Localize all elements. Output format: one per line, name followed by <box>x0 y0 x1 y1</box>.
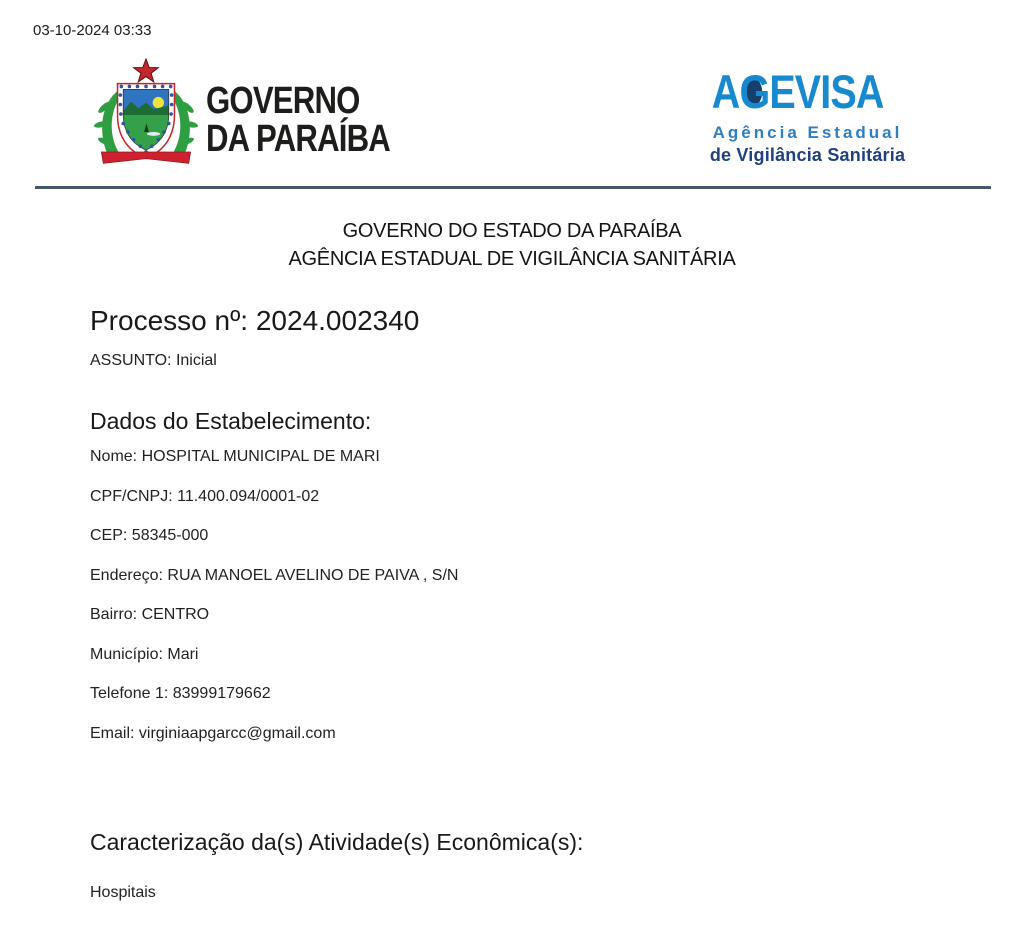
gov-logo-line2: DA PARAÍBA <box>206 118 390 160</box>
agevisa-subtitle-line1: Agência Estadual <box>712 123 903 142</box>
agevisa-eye-icon: G <box>739 65 770 118</box>
agevisa-subtitle-line2: de Vigilância Sanitária <box>709 145 906 165</box>
paraiba-coat-of-arms-icon <box>92 58 200 170</box>
activity-item: Hospitais <box>90 884 156 901</box>
org-header-line1: GOVERNO DO ESTADO DA PARAÍBA <box>342 220 682 242</box>
field-cpf-cnpj: CPF/CNPJ: 11.400.094/0001-02 <box>90 487 320 505</box>
governo-paraiba-logo <box>92 58 430 170</box>
field-cep: CEP: 58345-000 <box>90 527 209 544</box>
agevisa-logo <box>700 65 915 166</box>
field-municipio: Município: Mari <box>90 645 199 663</box>
gov-logo-wordmark <box>206 58 390 170</box>
field-bairro: Bairro: CENTRO <box>90 606 210 623</box>
print-timestamp: 03-10-2024 03:33 <box>33 22 152 39</box>
org-header-line2: AGÊNCIA ESTADUAL DE VIGILÂNCIA SANITÁRIA <box>288 248 736 270</box>
org-header <box>0 217 1024 273</box>
gov-logo-line1: GOVERNO <box>206 80 360 122</box>
field-email: Email: virginiaapgarcc@gmail.com <box>90 724 336 742</box>
establishment-fields <box>90 448 458 764</box>
agevisa-name-part2: EVISA <box>769 65 884 118</box>
agevisa-name-part1: A <box>711 65 740 118</box>
process-number-heading: Processo nº: 2024.002340 <box>90 305 420 336</box>
field-endereco: Endereço: RUA MANOEL AVELINO DE PAIVA , S/N <box>90 566 459 584</box>
process-subject: ASSUNTO: Inicial <box>90 352 217 369</box>
agevisa-wordmark <box>700 65 884 118</box>
field-nome: Nome: HOSPITAL MUNICIPAL DE MARI <box>90 448 380 465</box>
header-divider <box>35 186 991 189</box>
field-telefone-1: Telefone 1: 83999179662 <box>90 685 271 702</box>
establishment-heading: Dados do Estabelecimento: <box>90 408 372 434</box>
activities-heading: Caracterização da(s) Atividade(s) Econômica(s): <box>90 829 584 855</box>
